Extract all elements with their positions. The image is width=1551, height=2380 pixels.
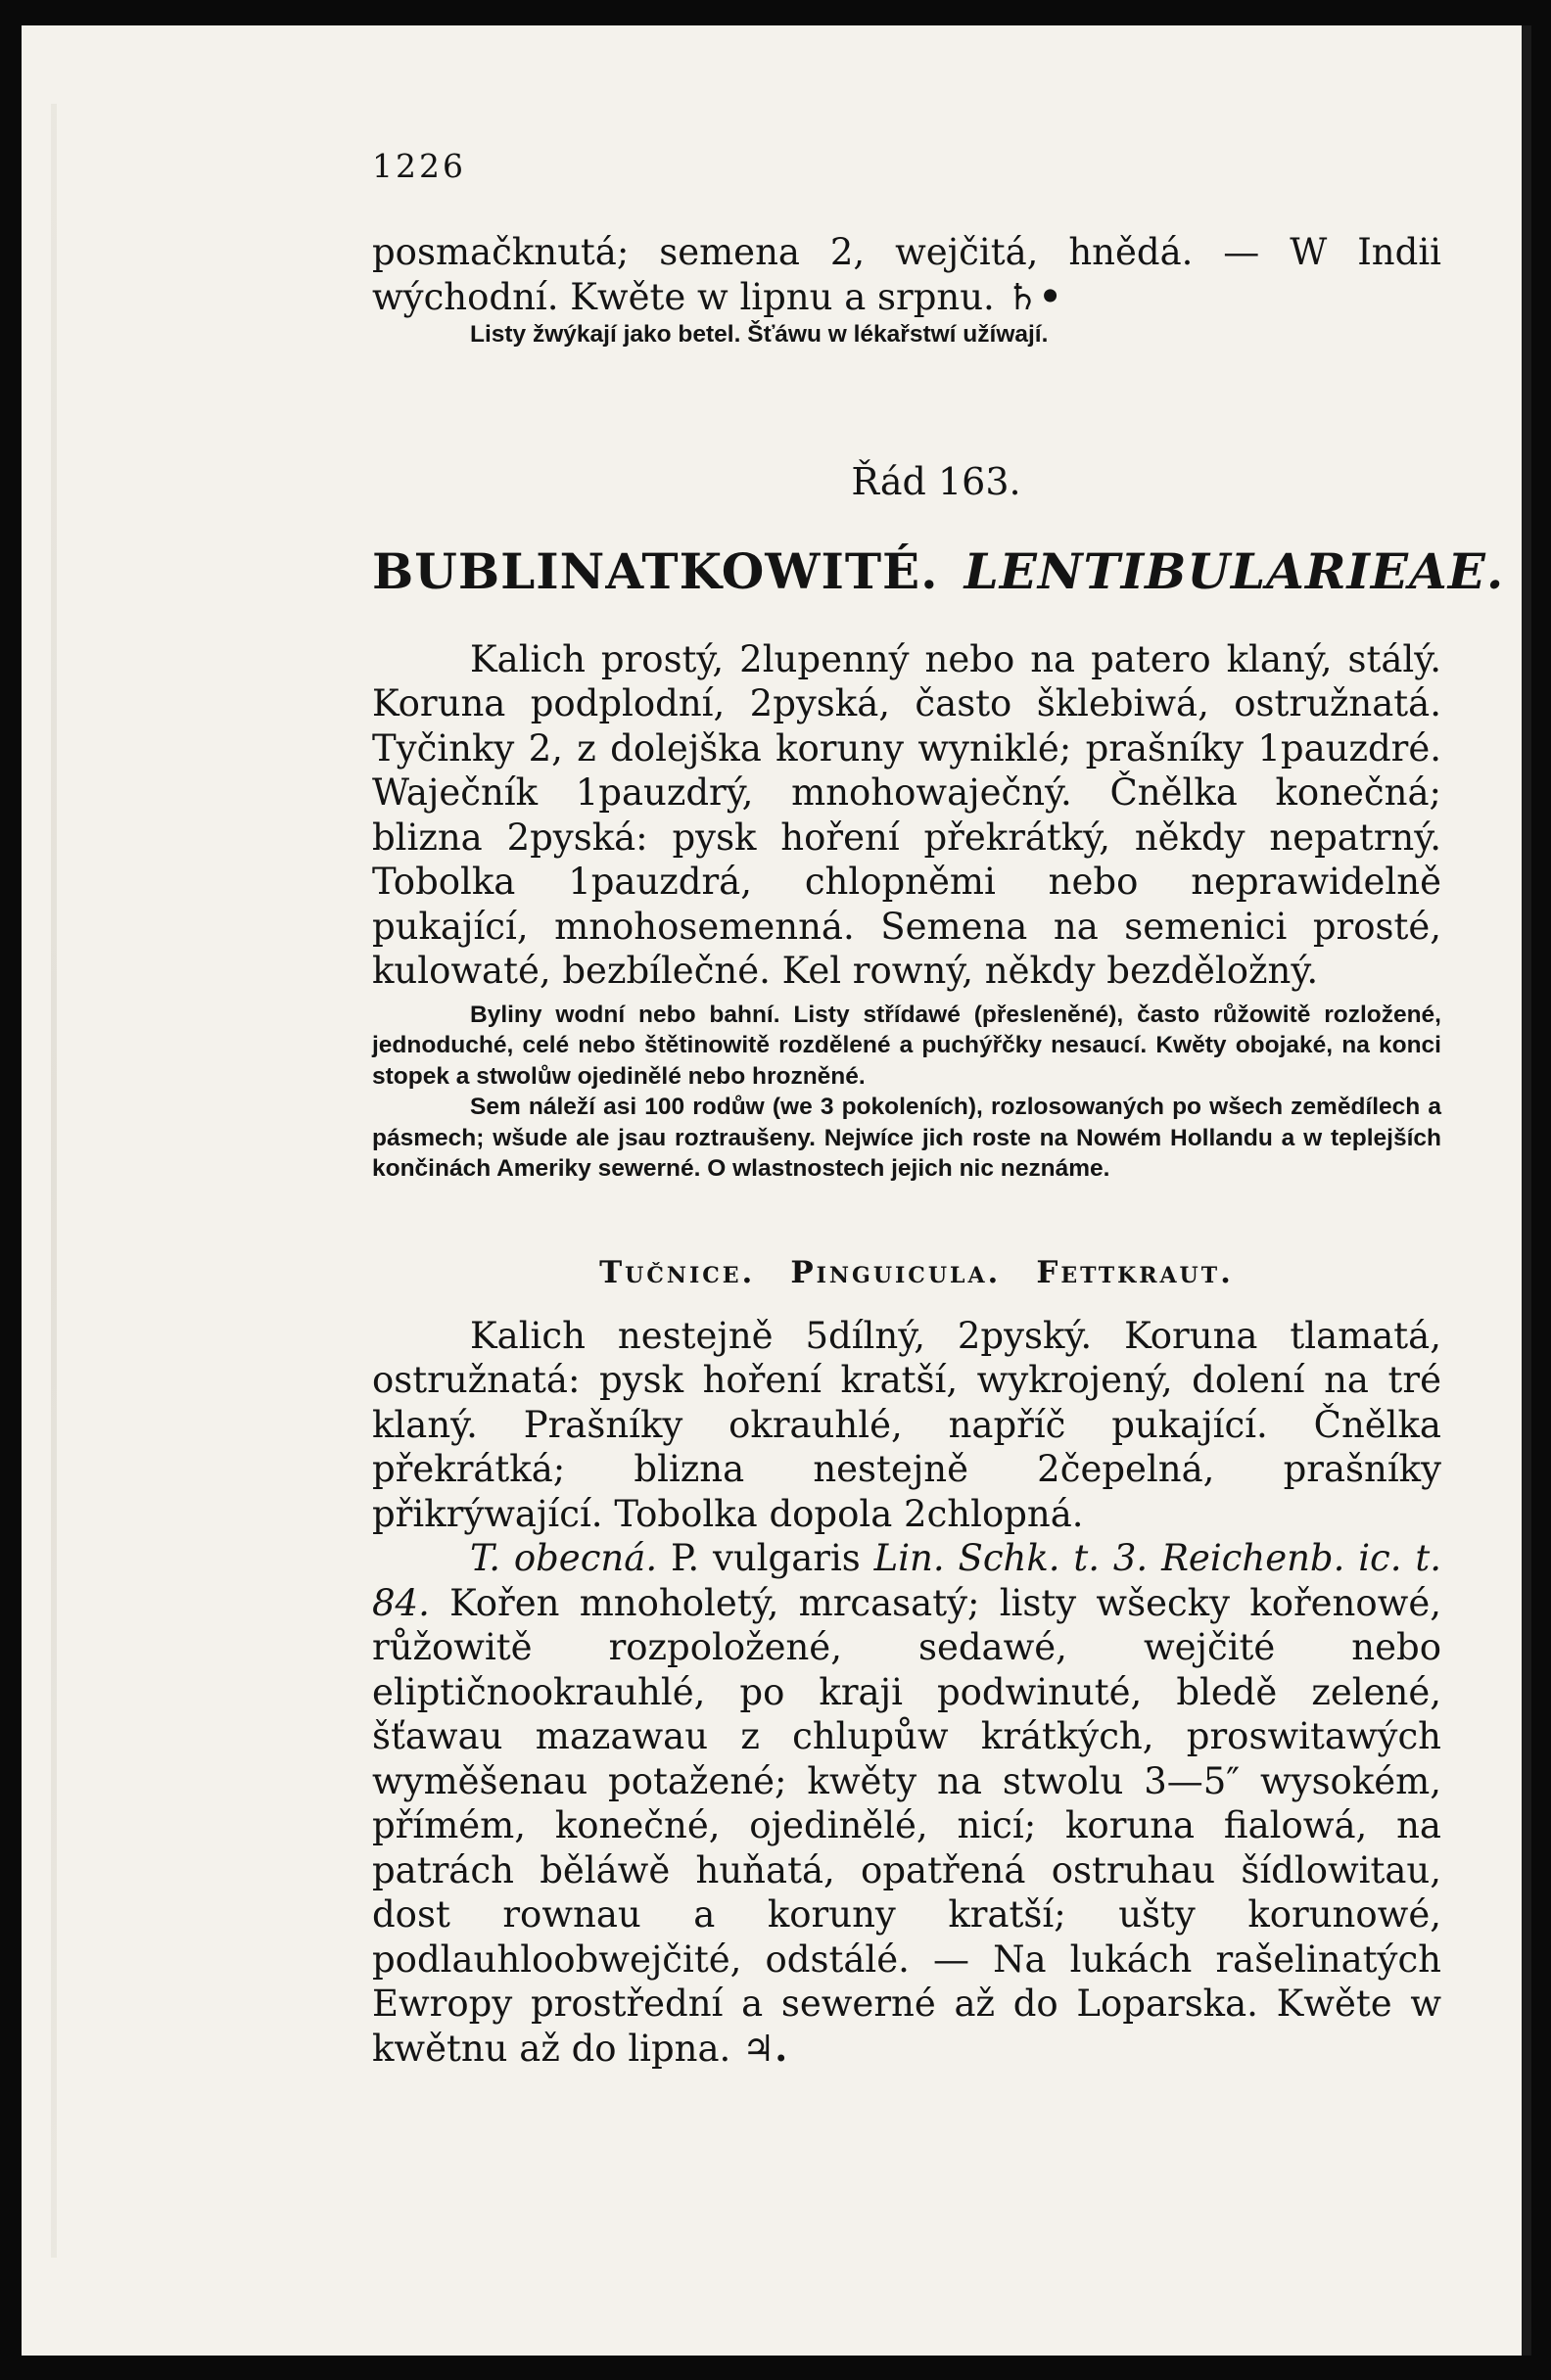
genus-czech-name: Tučnice. (599, 1254, 756, 1290)
book-page (22, 25, 1531, 2356)
order-heading: Řád 163. (851, 459, 1021, 503)
family-czech-name: BUBLINATKOWITÉ. (372, 541, 939, 600)
reference-linnaeus: Lin. (873, 1537, 945, 1579)
continued-text: posmačknutá; semena 2, wejčitá, hnědá. — W Indii wýchodní. Kwěte w lipnu a srpnu. (372, 231, 1441, 318)
reference-schkuhr: Schk. t. 3. (958, 1537, 1149, 1579)
family-description: Kalich prostý, 2lupenný nebo na patero klaný, stálý. Koruna podplodní, 2pyská, často šklebiwá, ostružnatá. Tyčinky 2, z dolejška koruny wyniklé; prašníky 1pauzdré. Waječník 1pauzdrý, mnohowaječný. Čnělka konečná; blizna 2pyská: pysk hoření překrátký, někdy nepatrný. Tobolka 1pauzdrá, chlopněmi nebo neprawidelně pukající, mnohosemenná. Semena na semenici prosté, kulowaté, bezbílečné. Kel rowný, někdy bezděložný. (372, 637, 1441, 992)
page-content (372, 147, 1505, 2071)
genus-latin-name: Pinguicula. (790, 1254, 1002, 1290)
continued-paragraph (372, 230, 1441, 319)
perennial-symbol: ♃. (742, 2026, 788, 2070)
family-latin-name: LENTIBULARIEAE. (964, 541, 1505, 600)
usage-note: Listy žwýkají jako betel. Šťáwu w lékařstwí užíwají. (470, 321, 1049, 348)
species-description: Kořen mnoholetý, mrcasatý; listy wšecky kořenowé, růžowitě rozpoložené, sedawé, wejčité nebo eliptičnookrauhlé, po kraji podwinuté, bledě zelené, šťawau mazawau z chlupůw krátkých, proswitawých wyměšenau potažené; kwěty na stwolu 3—5″ wysokém, přímém, konečné, ojedinělé, nicí; koruna fialowá, na patrách běláwě huňatá, opatřená ostruhau šídlowitau, dost rownau a koruny kratší; ušty korunowé, podlauhloobwejčité, odstálé. — Na lukách rašelinatých Ewropy prostřední a sewerné až do Loparska. Kwěte w kwětnu až do lipna. (372, 1581, 1441, 2070)
genus-german-name: Fettkraut. (1036, 1254, 1234, 1290)
duration-symbol: ♄• (1006, 274, 1062, 318)
species-entry (372, 1536, 1441, 2071)
page-edge-shadow (51, 104, 57, 2258)
species-name: T. obecná. (470, 1537, 658, 1579)
family-note-distribution: Sem náleží asi 100 rodůw (we 3 pokoleních), rozlosowaných po wšech zemědílech a pásmech; wšude ale jsau roztraušeny. Nejwíce jich roste na Nowém Hollandu a w teplejších končinách Ameriky sewerné. O wlastnostech jejich nic neznáme. (372, 1094, 1441, 1182)
reference-reichenbach: Reichenb. ic. t. 84. (372, 1537, 1442, 1624)
family-note-habit: Byliny wodní nebo bahní. Listy střídawé (přesleněné), často růžowitě rozložené, jednoduché, celé nebo štětinowitě rozdělené a puchýřčky nesaucí. Kwěty obojaké, na konci stopek a stwolůw ojedinělé nebo hrozněné. (372, 1001, 1441, 1090)
genus-heading (392, 1255, 1441, 1290)
genus-description: Kalich nestejně 5dílný, 2pyský. Koruna tlamatá, ostružnatá: pysk hoření kratší, wykrojený, dolení na tré klaný. Prašníky okrauhlé, napříč pukající. Čnělka překrátká; blizna nestejně 2čepelná, prašníky přikrýwající. Tobolka dopola 2chlopná. (372, 1314, 1441, 1535)
page-number: 1226 (372, 147, 466, 185)
species-synonym: P. vulgaris (670, 1537, 861, 1579)
family-heading (372, 541, 1505, 600)
